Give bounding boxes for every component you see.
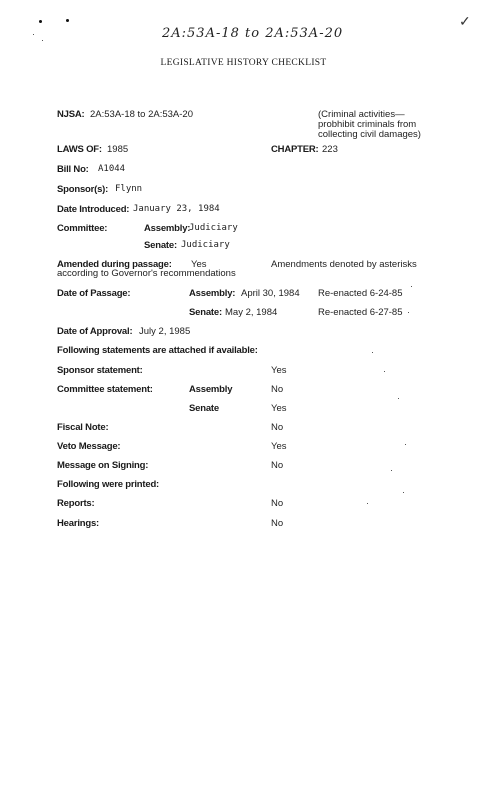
passage-assembly-note: Re-enacted 6-24-85 <box>318 288 403 299</box>
passage-senate-note: Re-enacted 6-27-85 <box>318 307 403 318</box>
sponsor-statement-value: Yes <box>271 365 287 376</box>
committee-senate-label: Senate: <box>144 240 177 251</box>
committee-statement-senate-label: Senate <box>189 403 219 414</box>
sponsor-label: Sponsor(s): <box>57 184 109 195</box>
committee-assembly-label: Assembly: <box>144 223 191 234</box>
njsa-value: 2A:53A-18 to 2A:53A-20 <box>90 109 193 120</box>
committee-label: Committee: <box>57 223 108 234</box>
sponsor-value: Flynn <box>115 184 143 194</box>
committee-statement-label: Committee statement: <box>57 384 153 395</box>
njsa-label: NJSA: <box>57 109 85 120</box>
njsa-note-2: probhibit criminals from <box>318 119 417 130</box>
hearings-label: Hearings: <box>57 518 100 529</box>
passage-label: Date of Passage: <box>57 288 131 299</box>
scan-speck <box>391 470 392 471</box>
bill-no-value: A1044 <box>98 164 126 174</box>
message-on-signing-label: Message on Signing: <box>57 460 149 471</box>
scan-speck <box>405 444 406 445</box>
chapter-label: CHAPTER: <box>271 144 319 155</box>
scan-speck <box>39 20 42 23</box>
message-on-signing-value: No <box>271 460 284 471</box>
approval-value: July 2, 1985 <box>139 326 191 337</box>
fiscal-note-label: Fiscal Note: <box>57 422 109 433</box>
njsa-note-3: collecting civil damages) <box>318 129 421 140</box>
scan-speck <box>411 286 412 287</box>
scan-speck <box>398 398 399 399</box>
scan-speck <box>42 40 43 41</box>
hearings-value: No <box>271 518 284 529</box>
passage-senate-label: Senate: <box>189 307 222 318</box>
page-title: LEGISLATIVE HISTORY CHECKLIST <box>160 58 327 68</box>
committee-assembly-value: Judiciary <box>189 223 238 233</box>
date-introduced-value: January 23, 1984 <box>133 204 220 214</box>
committee-statement-assembly-value: No <box>271 384 284 395</box>
scan-speck <box>66 19 69 22</box>
printed-header: Following were printed: <box>57 479 160 490</box>
amended-note: Amendments denoted by asterisks <box>271 259 417 270</box>
committee-statement-assembly-label: Assembly <box>189 384 233 395</box>
passage-assembly-label: Assembly: <box>189 288 236 299</box>
sponsor-statement-label: Sponsor statement: <box>57 365 143 376</box>
veto-message-value: Yes <box>271 441 287 452</box>
check-mark: ✓ <box>459 15 471 30</box>
amended-label: Amended during passage: <box>57 259 172 270</box>
handwritten-header: 2A:53A-18 to 2A:53A-20 <box>162 26 344 41</box>
scan-speck <box>384 371 385 372</box>
fiscal-note-value: No <box>271 422 284 433</box>
scan-speck <box>372 352 373 353</box>
committee-statement-senate-value: Yes <box>271 403 287 414</box>
scan-speck <box>403 492 404 493</box>
date-introduced-label: Date Introduced: <box>57 204 130 215</box>
laws-of-value: 1985 <box>107 144 129 155</box>
scan-speck <box>33 34 34 35</box>
passage-assembly-value: April 30, 1984 <box>241 288 300 299</box>
amended-sub: according to Governor's recommendations <box>57 268 236 279</box>
njsa-note-1: (Criminal activities— <box>318 109 405 120</box>
committee-senate-value: Judiciary <box>181 240 230 250</box>
laws-of-label: LAWS OF: <box>57 144 102 155</box>
scan-speck <box>408 312 409 313</box>
scan-speck <box>367 503 368 504</box>
reports-value: No <box>271 498 284 509</box>
bill-no-label: Bill No: <box>57 164 89 175</box>
statements-header: Following statements are attached if available: <box>57 345 258 356</box>
approval-label: Date of Approval: <box>57 326 133 337</box>
passage-senate-value: May 2, 1984 <box>225 307 278 318</box>
chapter-value: 223 <box>322 144 338 155</box>
reports-label: Reports: <box>57 498 95 509</box>
veto-message-label: Veto Message: <box>57 441 121 452</box>
amended-value: Yes <box>191 259 207 270</box>
